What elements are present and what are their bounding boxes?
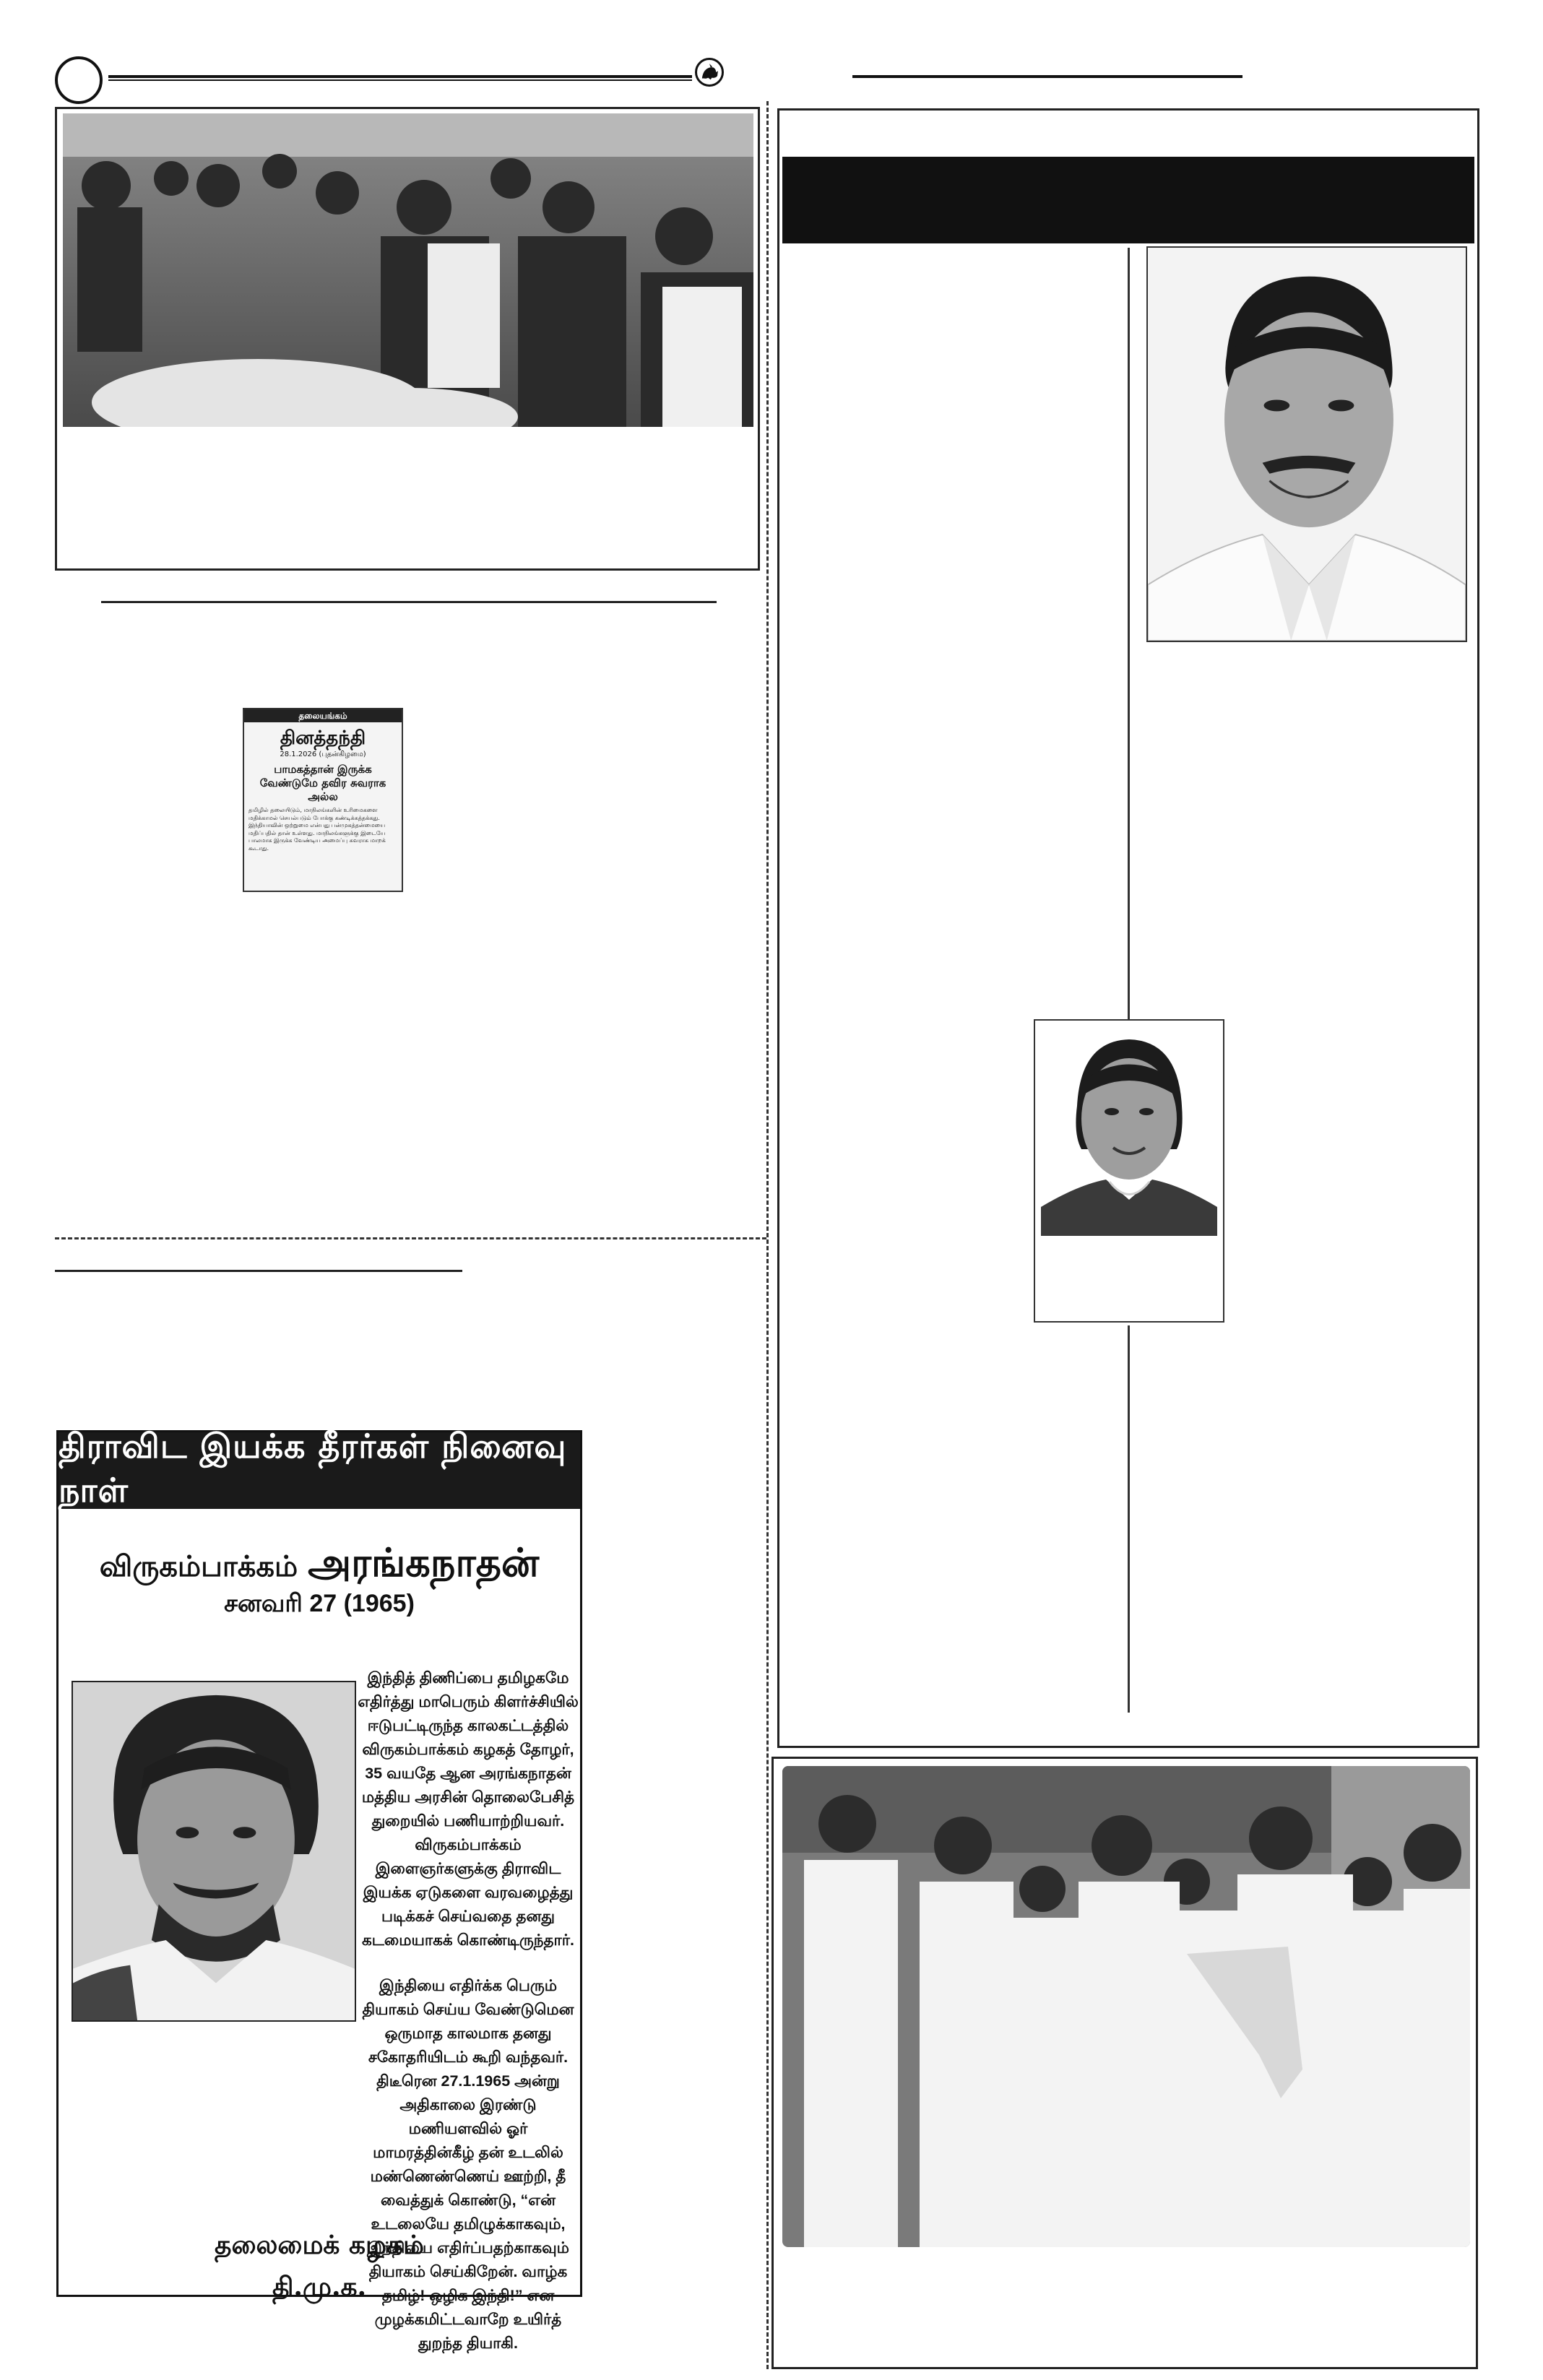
clipping-date: 28.1.2026 (புதன்கிழமை): [280, 750, 366, 758]
market-photo-box: [55, 107, 760, 571]
memorial-ad: [56, 1427, 582, 2352]
clipping-headline: பாமகத்தான் இருக்க வேண்டுமே தவிர சுவராக அல்ல: [259, 763, 386, 803]
header-rule-left: [108, 75, 692, 81]
header-rule-right: [852, 75, 1242, 78]
article-box: [777, 108, 1479, 1748]
memorial-name-prefix: விருகம்பாக்கம்: [99, 1549, 298, 1583]
photo-group-meeting: [782, 1766, 1470, 2247]
memorial-date: சனவரி 27 (1965): [224, 1590, 415, 1617]
memorial-sign-line2: தி.மு.க.: [272, 2272, 367, 2302]
memorial-name: [59, 1539, 580, 1591]
clipping-masthead: தினத்தந்தி: [280, 727, 366, 749]
photo-market-crowd: [63, 113, 753, 427]
text-column-rule: [1128, 1325, 1130, 1713]
photo-memorial-portrait: [72, 1681, 356, 2022]
memorial-heading: திராவிட இயக்க தீரர்கள் நினைவு நாள்: [59, 1432, 580, 1509]
memorial-paragraph-2: இந்தியை எதிர்க்க பெரும் தியாகம் செய்ய வேண்டுமென ஒருமாத காலமாக தனது சகோதரியிடம் கூறி வந்தவர். திடீரென 27.1.1965 அன்று அதிகாலை இரண்டு மணியளவில் ஓர் மாமரத்தின்கீழ் தன் உடலில் மண்ணெண்ணெய் ஊற்றி, தீ வைத்துக் கொண்டு, “என் உடலையே தமிழுக்காகவும், இந்தியை எதிர்ப்பதற்காகவும் தியாகம் செய்கிறேன். வாழ்க தமிழ்! ஒழிக இந்தி!” என முழக்கமிட்டவாறே உயிர்த் துறந்த தியாகி.: [362, 1977, 574, 2352]
text-column-rule: [1128, 248, 1130, 1122]
section-rule: [101, 601, 717, 603]
party-emblem-icon: [695, 58, 724, 87]
page-number-circle: [55, 56, 103, 104]
memorial-signature: [59, 2224, 580, 2308]
clipping-body: தமிழில் தலையிடும், மாநிலங்களின் உரிமைகளை மதிக்காமல் செயல்படும் போக்கு கண்டிக்கத்தக்கது. இந்தியாவின் ஒற்றுமை என்பது பன்முகத்தன்மையை மதிப்பதில் தான் உள்ளது. மாநிலங்களுக்கு இடையே பாலமாக இருக்க வேண்டிய அமைப்பு சுவராக மாறக் கூடாது.: [248, 807, 386, 852]
section-rule: [55, 1270, 462, 1272]
memorial-name-main: அரங்கநாதன்: [308, 1539, 540, 1585]
article-headline-band: [782, 157, 1474, 243]
column-divider: [766, 101, 769, 2369]
group-photo-box: [772, 1757, 1478, 2369]
memorial-sign-line1: தலைமைக் கழகம்: [215, 2230, 424, 2260]
photo-leader-portrait: [1146, 246, 1467, 642]
newspaper-clipping: [243, 708, 403, 892]
woman-portrait-frame: [1034, 1019, 1224, 1323]
clipping-band: தலையங்கம்: [244, 709, 402, 722]
memorial-paragraph-1: இந்தித் திணிப்பை தமிழகமே எதிர்த்து மாபெரும் கிளர்ச்சியில் ஈடுபட்டிருந்த காலகட்டத்தில் விருகம்பாக்கம் கழகத் தோழர், 35 வயதே ஆன அரங்கநாதன் மத்திய அரசின் தொலைபேசித் துறையில் பணியாற்றியவர். விருகம்பாக்கம் இளைஞர்களுக்கு திராவிட இயக்க ஏடுகளை வரவழைத்து படிக்கச் செய்வதை தனது கடமையாகக் கொண்டிருந்தார்.: [358, 1669, 579, 1949]
photo-woman-portrait: [1041, 1026, 1217, 1236]
section-divider: [55, 1237, 766, 1239]
